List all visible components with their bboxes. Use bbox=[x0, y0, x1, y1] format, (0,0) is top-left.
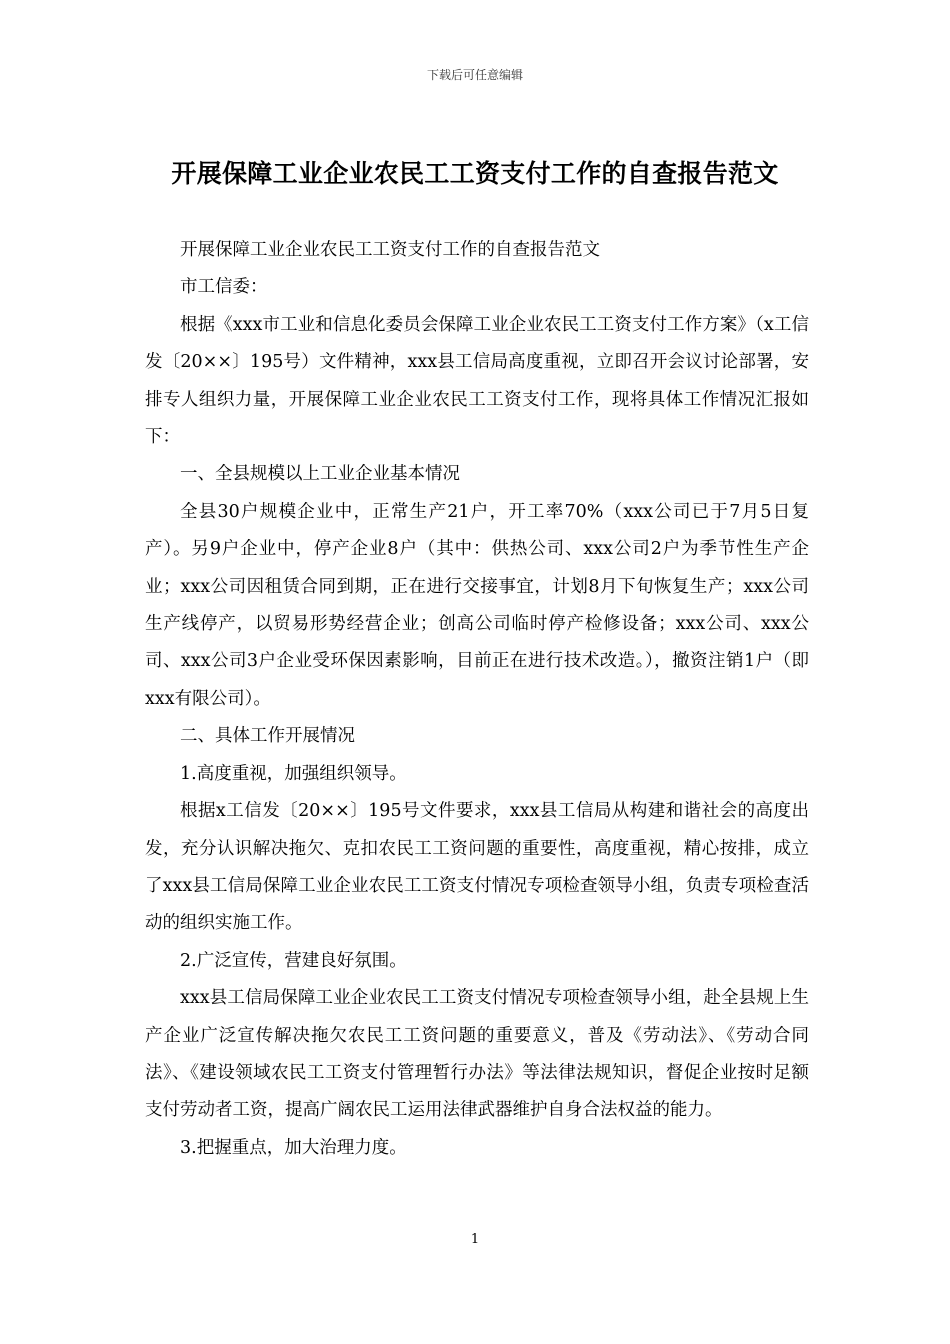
page-header: 下载后可任意编辑 bbox=[426, 68, 523, 82]
paragraph-enterprise-status: 全县30户规模企业中，正常生产21户，开工率70%（xxx公司已于7月5日复产）。另9户企业中，停产企业8户（其中：供热公司、xxx公司2户为季节性生产企业；xxx公司因租赁合同到期，正在进行交接事宜，计划8月下旬恢复生产；xxx公司生产线停产，以贸易形势经营企业；创高公司临时停产检修设备；xxx公司、xxx公司、xxx公司3户企业受环保因素影响，目前正在进行技术改造。），撤资注销1户（即xxx有限公司）。 bbox=[145, 501, 809, 709]
paragraph-leadership: 根据x工信发〔20××〕195号文件要求，xxx县工信局从构建和谐社会的高度出发，充分认识解决拖欠、克扣农民工工资问题的重要性，高度重视，精心按排，成立了xxx县工信局保障工业企业农民工工资支付情况专项检查领导小组，负责专项检查活动的组织实施工作。 bbox=[145, 801, 809, 934]
document-body bbox=[145, 232, 809, 1167]
subheading-2: 2.广泛宣传，营建良好氛围。 bbox=[180, 950, 407, 971]
paragraph-repeat-title: 开展保障工业企业农民工工资支付工作的自查报告范文 bbox=[180, 240, 600, 260]
page-number: 1 bbox=[470, 1232, 480, 1247]
paragraph-addressee: 市工信委： bbox=[180, 277, 268, 298]
subheading-3: 3.把握重点，加大治理力度。 bbox=[180, 1137, 407, 1158]
subheading-1: 1.高度重视，加强组织领导。 bbox=[180, 763, 407, 784]
paragraph-intro: 根据《xxx市工业和信息化委员会保障工业企业农民工工资支付工作方案》（x工信发〔20××〕195号）文件精神，xxx县工信局高度重视，立即召开会议讨论部署，安排专人组织力量，开展保障工业企业农民工工资支付工作，现将具体工作情况汇报如下： bbox=[145, 314, 809, 448]
paragraph-publicity: xxx县工信局保障工业企业农民工工资支付情况专项检查领导小组，赴全县规上生产企业广泛宣传解决拖欠农民工工资问题的重要意义，普及《劳动法》、《劳动合同法》、《建设领域农民工工资支付管理暂行办法》等法律法规知识，督促企业按时足额支付劳动者工资，提高广阔农民工运用法律武器维护自身合法权益的能力。 bbox=[145, 988, 809, 1121]
section-heading-1: 一、全县规模以上工业企业基本情况 bbox=[180, 464, 460, 485]
section-heading-2: 二、具体工作开展情况 bbox=[180, 726, 355, 747]
document-title: 开展保障工业企业农民工工资支付工作的自查报告范文 bbox=[171, 159, 779, 188]
